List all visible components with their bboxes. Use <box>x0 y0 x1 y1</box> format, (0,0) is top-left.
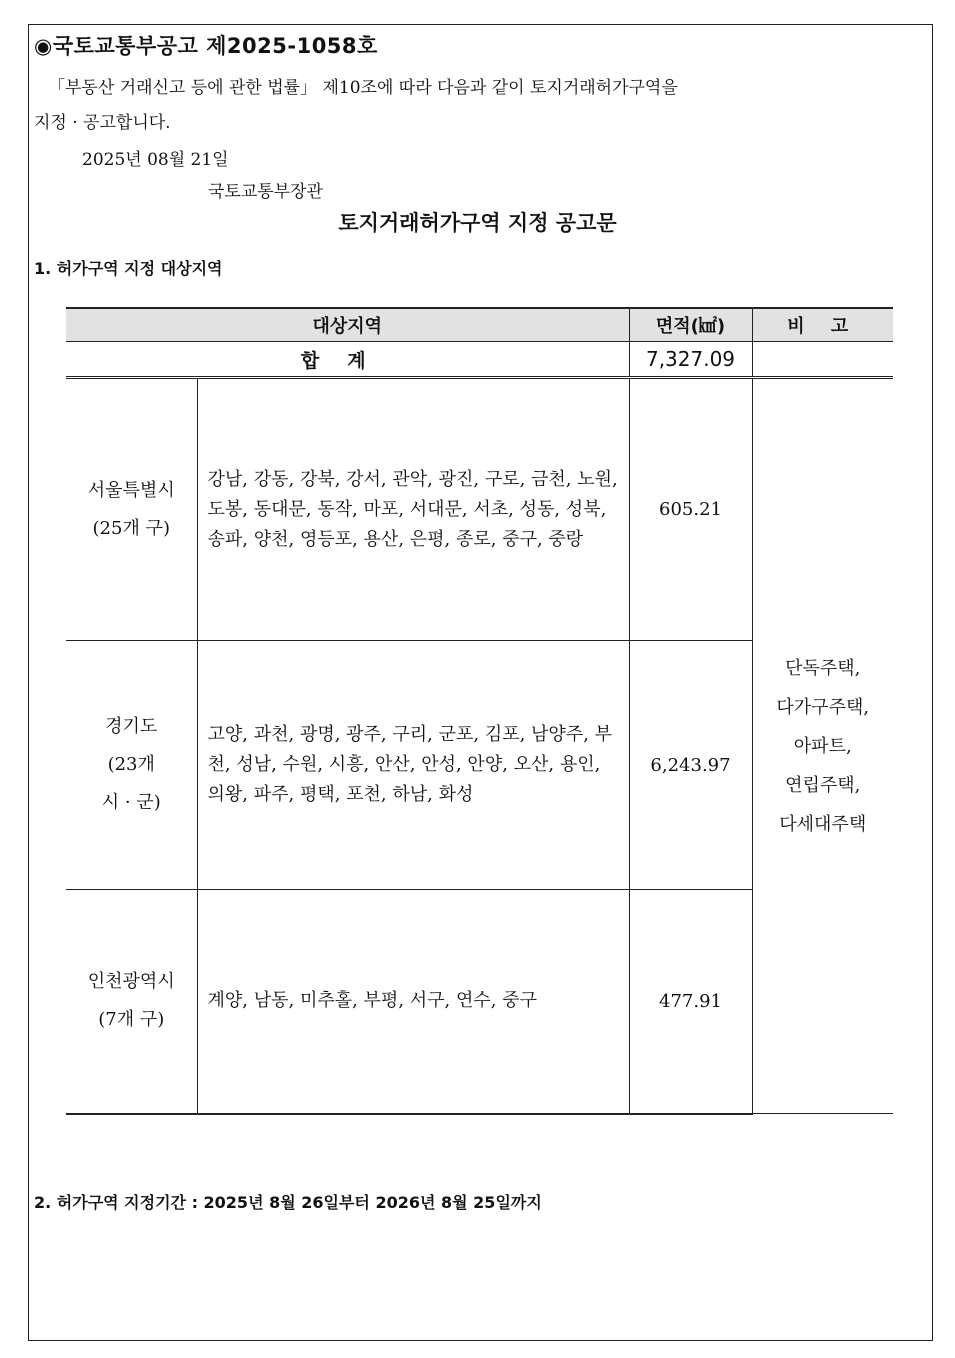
section-2-period: 2. 허가구역 지정기간 : 2025년 8월 26일부터 2026년 8월 25일까지 <box>34 1193 542 1212</box>
col-note-header: 비 고 <box>752 308 893 342</box>
area-value: 477.91 <box>629 890 752 1114</box>
notice-number: ◉국토교통부공고 제2025-1058호 <box>34 34 378 58</box>
note-line: 아파트, <box>793 735 852 757</box>
areas-cell: 고양, 과천, 광명, 광주, 구리, 군포, 김포, 남양주, 부천, 성남, 수원, 시흥, 안산, 안성, 안양, 오산, 용인, 의왕, 파주, 평택, 포천, 하남, 화성 <box>197 641 629 890</box>
region-cell <box>66 890 197 1114</box>
region-name: 경기도 <box>105 716 158 737</box>
note-line: 다세대주택 <box>779 813 867 835</box>
section-1-heading: 1. 허가구역 지정 대상지역 <box>34 259 223 278</box>
region-name: 서울특별시 <box>87 479 175 501</box>
total-row <box>66 342 893 378</box>
intro-line-2: 지정 · 공고합니다. <box>34 113 171 133</box>
region-count: (23개 <box>107 754 155 775</box>
notice-date: 2025년 08월 21일 <box>82 150 229 170</box>
note-line: 다가구주택, <box>776 696 870 718</box>
issuer: 국토교통부장관 <box>208 182 323 202</box>
document-title: 토지거래허가구역 지정 공고문 <box>338 211 617 235</box>
total-label: 합계 <box>66 342 629 378</box>
intro-line-1: 「부동산 거래신고 등에 관한 법률」 제10조에 따라 다음과 같이 토지거래허가구역을 <box>48 78 678 98</box>
table-row <box>66 378 893 641</box>
total-note <box>752 342 893 378</box>
areas-cell: 계양, 남동, 미추홀, 부평, 서구, 연수, 중구 <box>197 890 629 1114</box>
region-count: (25개 구) <box>92 517 170 539</box>
table-header-row <box>66 308 893 342</box>
col-region-header: 대상지역 <box>66 308 629 342</box>
designation-table <box>66 307 893 1115</box>
region-cell <box>66 641 197 890</box>
col-area-header: 면적(㎢) <box>629 308 752 342</box>
region-count: 시 · 군) <box>101 792 161 813</box>
area-value: 6,243.97 <box>629 641 752 890</box>
note-line: 연립주택, <box>785 774 861 796</box>
note-cell <box>752 378 893 1114</box>
total-value: 7,327.09 <box>629 342 752 378</box>
note-line: 단독주택, <box>785 657 861 679</box>
areas-cell: 강남, 강동, 강북, 강서, 관악, 광진, 구로, 금천, 노원, 도봉, 동대문, 동작, 마포, 서대문, 서초, 성동, 성북, 송파, 양천, 영등포, 용산, 은평, 종로, 중구, 중랑 <box>197 378 629 641</box>
area-value: 605.21 <box>629 378 752 641</box>
region-cell <box>66 378 197 641</box>
region-name: 인천광역시 <box>87 971 175 993</box>
region-count: (7개 구) <box>98 1009 165 1031</box>
